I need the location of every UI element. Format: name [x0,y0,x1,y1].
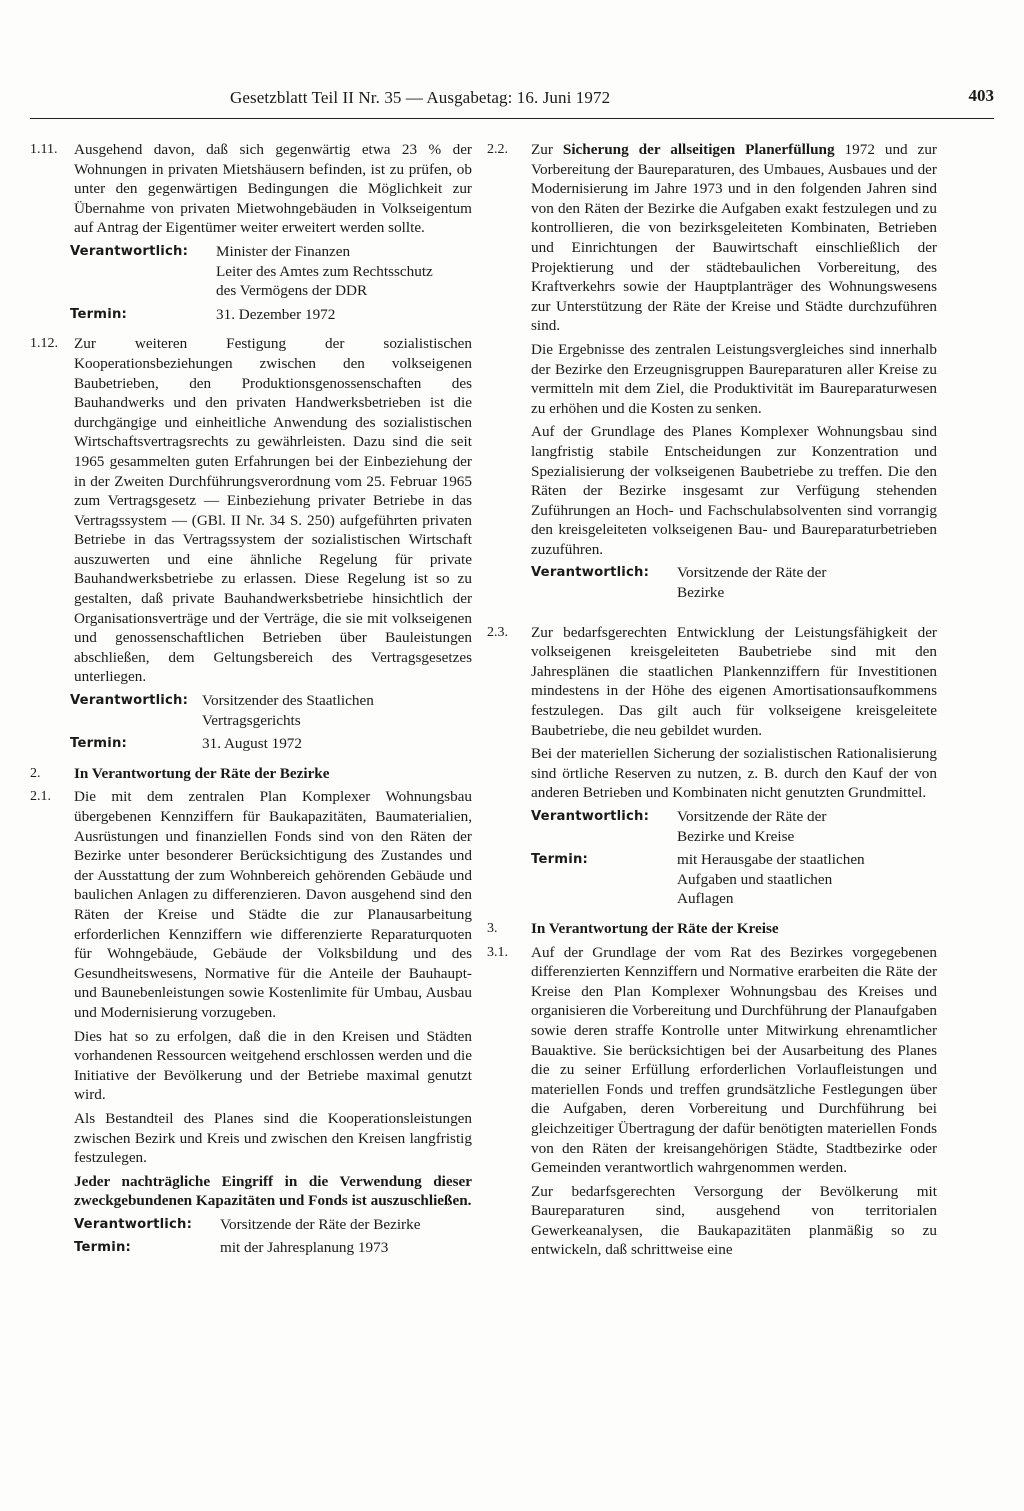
responsibility [70,691,472,730]
deadline-value: 31. Dezember 1972 [216,305,336,323]
responsible-value: Vorsitzender des Staatlichen Vertragsgerichts [202,692,374,729]
deadline-label: Termin: [531,852,589,868]
responsible-value: Vorsitzende der Räte der Bezirke [677,564,827,602]
responsible-value: Minister der Finanzen Leiter des Amtes zum Rechtsschutz des Vermögens der DDR [216,242,433,300]
responsible-label: Verantwortlich: [531,809,650,824]
responsibility [74,1215,472,1235]
section-number: 1.12. [30,336,58,352]
section-3-heading [487,919,937,939]
deadline-value: mit der Jahresplanung 1973 [220,1239,389,1257]
paragraph-2: Dies hat so zu erfolgen, daß die in den Kreisen und Städten vorhandenen Ressourcen weitgehend erschlossen werden und die Initiative der Bevölkerung und der Betriebe maximal genutzt wird. [74,1027,472,1104]
deadline-value: mit Herausgabe der staatlichen Aufgaben und staatlichen Auflagen [677,851,865,908]
section-number: 1.11. [30,142,58,157]
section-2-2 [487,140,937,603]
section-text: Ausgehend davon, daß sich gegenwärtig etwa 23 % der Wohnungen in privaten Mietshäusern befinden, ist zu prüfen, ob unter den gegenwärtigen Bedingungen die Möglichkeit zur Übernahme von privaten Mietwohngebäuden in Volkseigentum auf Antrag der Eigentümer weiter erweitert werden sollte. [74,141,472,237]
section-number: 2. [30,765,41,781]
responsible-label: Verantwortlich: [70,243,189,259]
paragraph-2: Die Ergebnisse des zentralen Leistungsvergleiches sind innerhalb der Bezirke den Erzeugnisgruppen Baureparaturen aller Kreise zu vermitteln mit dem Ziel, die Produktivität im Baureparaturwesen zu erhöhen und die Kosten zu senken. [531,340,937,417]
paragraph-1: Zur Sicherung der allseitigen Planerfüllung 1972 und zur Vorbereitung der Baureparaturen, des Umbaues, Ausbaues und der Modernisierung im Jahre 1973 und in den folgenden Jahren sind von den Räten der Bezirke die Aufgaben exakt festzulegen und zu kontrollieren, die von bezirksgeleiteten Kombinaten, Betrieben und Einrichtungen der Bauwirtschaft einschließlich der Projektierung und der städtebaulichen Vorbereitung, des Kraftverkehrs sowie der Hauptplanträger des Wohnungswesens zur Unterstützung der Räte der Kreise und Städte durchzuführen sind. [531,141,937,335]
section-number: 3. [487,920,498,936]
responsibility [531,563,937,602]
section-number: 2.1. [30,789,51,805]
paragraph-1: Zur bedarfsgerechten Entwicklung der Leistungsfähigkeit der volkseigenen kreisgeleiteten Baubetriebe sind mit den Jahresplänen die staatlichen Plankennziffern für Investitionen mindestens in der Höhe des eigenen Amortisationsaufkommens festzulegen. Das gilt auch für volkseigene kreisgeleitete Baubetriebe, die neu gebildet wurden. [531,623,937,739]
section-2-1 [30,787,472,1258]
right-column [487,140,937,1264]
responsibility [531,807,937,846]
section-text: Zur weiteren Festigung der sozialistischen Kooperationsbeziehungen zwischen den volkseigenen Baubetrieben, den Produktionsgenossenschaften des Bauhandwerks und den privaten Handwerksbetrieben ist die durchgängige und einheitliche Anwendung des sozialistischen Wirtschaftsvertragsrechts zu gewährleisten. Dazu sind die seit 1965 gesammelten guten Erfahrungen bei der Einbeziehung der in der Zweiten Durchführungsverordnung vom 25. Februar 1965 zum Vertragsgesetz — Einbeziehung privater Betriebe in das Vertragssystem — (GBl. II Nr. 34 S. 250) aufgeführten privaten Betriebe in das Vertragssystem der sozialistischen Wirtschaft auszuwerten und eine ähnliche Regelung für private Bauhandwerksbetriebe zu erlassen. Diese Regelung ist so zu gestalten, daß private Bauhandwerksbetriebe hinsichtlich der Organisationsverträge und der Verträge, die sie mit volkseigenen und genossenschaftlichen Betrieben über Bauleistungen abschließen, dem Geltungsbereich des Vertragsgesetzes unterliegen. [74,335,472,686]
section-number: 2.2. [487,142,508,157]
deadline-label: Termin: [74,1240,132,1256]
paragraph-3: Als Bestandteil des Planes sind die Kooperationsleistungen zwischen Bezirk und Kreis und zwischen den Kreisen langfristig festzulegen. [74,1109,472,1167]
deadline-label: Termin: [70,736,128,752]
section-2-heading [30,764,472,784]
paragraph-2: Zur bedarfsgerechten Versorgung der Bevölkerung mit Baureparaturen sind, ausgehend von territorialen Gewerkeanalysen, die Baukapazitäten planmäßig so zu entwickeln, daß schrittweise eine [531,1182,937,1259]
section-number: 2.3. [487,624,508,640]
paragraph-1: Die mit dem zentralen Plan Komplexer Wohnungsbau übergebenen Kennziffern für Baukapazitäten, Baumaterialien, Ausrüstungen und finanziellen Fonds sind von den Räten der Bezirke unter besonderer Berücksichtigung des Zustandes und der Ausstattung der zum Wohnbereich gehörenden Gebäude und baulichen Anlagen zu differenzieren. Davon ausgehend sind den Räten der Kreise und Städte die zur Planausarbeitung erforderlichen Kennziffern wie differenzierte Reparaturquoten für Wohngebäude, Gebäude der Volksbildung und des Gesundheitswesens, Normative für die Anteile der Bauhaupt- und Baunebenleistungen sowie Kostenlimite für Umbau, Ausbau und Modernisierung vorzugeben. [74,788,472,1021]
responsible-label: Verantwortlich: [74,1216,193,1232]
deadline-label: Termin: [70,306,128,322]
responsible-label: Verantwortlich: [70,693,189,709]
page-number: 403 [968,86,994,105]
page-header [30,82,994,119]
section-2-3 [487,623,937,909]
responsible-label: Verantwortlich: [531,565,650,581]
section-1-12 [30,334,472,753]
paragraph-4-bold: Jeder nachträgliche Eingriff in die Verwendung dieser zweckgebundenen Kapazitäten und Fonds ist auszuschließen. [74,1172,472,1210]
section-3-1 [487,943,937,1261]
left-column [30,140,472,1262]
section-number: 3.1. [487,944,508,960]
deadline [70,734,472,754]
deadline-value: 31. August 1972 [202,735,302,753]
section-heading: In Verantwortung der Räte der Bezirke [74,764,330,782]
responsible-value: Vorsitzende der Räte der Bezirke und Kreise [677,808,827,845]
section-heading: In Verantwortung der Räte der Kreise [531,919,779,937]
header-title: Gesetzblatt Teil II Nr. 35 — Ausgabetag: 16. Juni 1972 [230,88,611,107]
responsibility [70,242,472,301]
responsible-value: Vorsitzende der Räte der Bezirke [220,1215,421,1233]
deadline [74,1238,472,1258]
paragraph-1: Auf der Grundlage der vom Rat des Bezirkes vorgegebenen differenzierten Kennziffern und Normative erarbeiten die Räte der Kreise den Plan Komplexer Wohnungsbau des Kreises und organisieren die Vorbereitung und Durchführung der Planaufgaben sowie deren straffe Kontrolle unter Mitwirkung ehrenamtlicher Bauaktive. Sie berücksichtigen bei der Ausarbeitung des Planes die zu seiner Erfüllung erforderlichen Vorlaufleistungen und materiellen Fonds und treffen grundsätzliche Festlegungen über die Aufgaben, deren Vorbereitung und Durchführung bei gleichzeitiger Übertragung der dafür benötigten materiellen Fonds von den Räten der kreisangehörigen Städte, Stadtbezirke oder Gemeinden verantwortlich wahrgenommen werden. [531,943,937,1177]
paragraph-3: Auf der Grundlage des Planes Komplexer Wohnungsbau sind langfristig stabile Entscheidungen zur Konzentration und Spezialisierung der volkseigenen Baubetriebe zu treffen. Die den Räten der Bezirke insgesamt zur Verfügung stehenden Zuführungen an Hoch- und Fachschulabsolventen sind vorrangig den kreisgeleiteten volkseigenen Bau- und Baureparaturbetrieben zuzuführen. [531,423,937,558]
deadline [531,850,937,909]
deadline [70,305,472,325]
paragraph-2: Bei der materiellen Sicherung der sozialistischen Rationalisierung sind örtliche Reserven zu nutzen, z. B. durch den Kauf der von anderen Betrieben und Kombinaten nicht genutzten Grundmittel. [531,745,937,802]
section-1-11 [30,140,472,324]
